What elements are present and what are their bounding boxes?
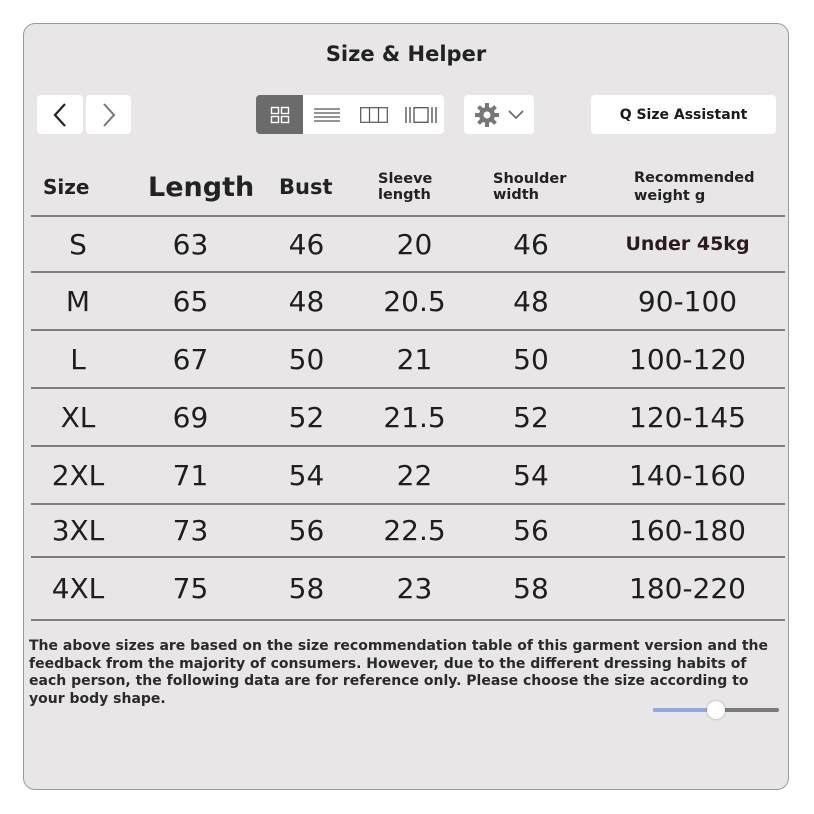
cell-shoulder: 54 [472,446,590,504]
cell-size: M [31,272,125,330]
gear-icon [474,102,500,128]
view-mode-switcher [256,95,444,134]
cell-bust: 46 [256,216,357,272]
cell-sleeve: 21 [357,330,472,388]
size-helper-window [23,23,789,790]
cell-length: 63 [125,216,256,272]
header-weight-line2: weight g [634,188,706,204]
cell-size: L [31,330,125,388]
table-row [31,216,785,272]
back-button[interactable] [37,95,83,134]
view-columns-button[interactable] [350,95,397,134]
cell-sleeve: 23 [357,557,472,620]
cell-shoulder: 58 [472,557,590,620]
list-view-icon [314,107,340,123]
cell-length: 65 [125,272,256,330]
column-view-icon [360,107,388,123]
table-row [31,272,785,330]
cell-sleeve: 22 [357,446,472,504]
cell-weight: 120-145 [590,388,785,446]
cell-size: 3XL [31,504,125,557]
cell-length: 67 [125,330,256,388]
window-title: Size & Helper [325,42,487,66]
header-recommended-weight [590,159,785,216]
cell-size: S [31,216,125,272]
grid-view-icon [270,106,290,124]
cell-bust: 52 [256,388,357,446]
table-row [31,446,785,504]
cell-length: 71 [125,446,256,504]
table-row [31,330,785,388]
cell-weight: 140-160 [590,446,785,504]
header-shoulder-width: Shoulder width [472,159,590,216]
view-list-button[interactable] [303,95,350,134]
cell-length: 73 [125,504,256,557]
slider-handle[interactable] [707,701,725,719]
cell-weight: Under 45kg [590,216,785,272]
forward-button[interactable] [86,95,131,134]
header-bust: Bust [256,159,357,216]
cell-size: 4XL [31,557,125,620]
cell-sleeve: 20 [357,216,472,272]
header-length: Length [125,159,256,216]
cell-shoulder: 50 [472,330,590,388]
cell-bust: 48 [256,272,357,330]
cell-shoulder: 56 [472,504,590,557]
cell-bust: 56 [256,504,357,557]
chevron-down-icon [508,110,524,120]
view-gallery-button[interactable] [397,95,444,134]
header-weight-line1: Recommended [634,170,755,186]
cell-size: XL [31,388,125,446]
view-grid-button[interactable] [256,95,303,134]
disclaimer-note: The above sizes are based on the size recommendation table of this garment version and the feedback from the majority of consumers. However, due to the different dressing habits of each person, the following data are for reference only. Please choose the size according to your body shape. [29,638,769,707]
cell-bust: 50 [256,330,357,388]
cell-weight: 100-120 [590,330,785,388]
settings-dropdown-button[interactable] [464,95,534,134]
table-row [31,388,785,446]
chevron-left-icon [50,102,70,128]
cell-sleeve: 22.5 [357,504,472,557]
table-header-row [31,159,785,216]
cell-shoulder: 52 [472,388,590,446]
zoom-slider[interactable] [653,704,779,716]
cell-length: 75 [125,557,256,620]
cell-bust: 58 [256,557,357,620]
cell-size: 2XL [31,446,125,504]
cell-weight: 160-180 [590,504,785,557]
size-chart-table [31,159,785,621]
table-row [31,504,785,557]
cell-weight: 180-220 [590,557,785,620]
cell-length: 69 [125,388,256,446]
chevron-right-icon [99,102,119,128]
size-assistant-button[interactable]: Q Size Assistant [591,95,776,134]
cell-sleeve: 20.5 [357,272,472,330]
cell-sleeve: 21.5 [357,388,472,446]
cell-shoulder: 48 [472,272,590,330]
header-size: Size [31,159,125,216]
cell-weight: 90-100 [590,272,785,330]
header-sleeve-length: Sleeve length [357,159,472,216]
table-row [31,557,785,620]
cell-bust: 54 [256,446,357,504]
gallery-view-icon [405,107,437,123]
cell-shoulder: 46 [472,216,590,272]
